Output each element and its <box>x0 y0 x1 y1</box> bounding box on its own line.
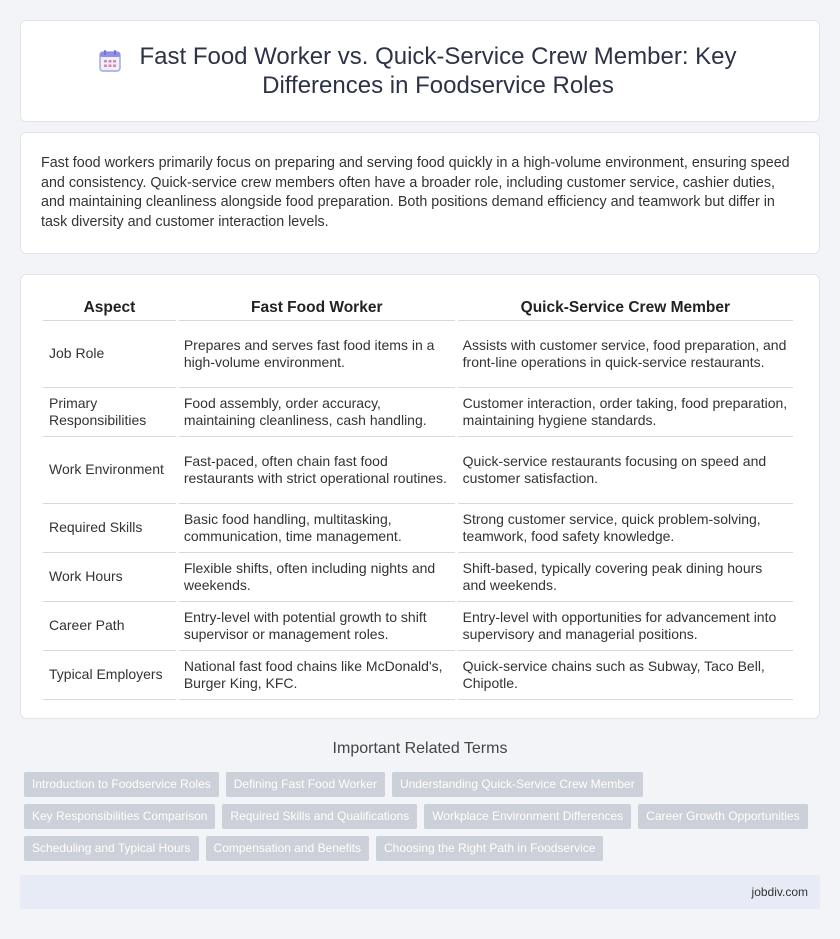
related-tag[interactable]: Career Growth Opportunities <box>638 804 807 829</box>
table-row <box>43 553 793 602</box>
related-tag[interactable]: Key Responsibilities Comparison <box>24 804 215 829</box>
related-tag[interactable]: Defining Fast Food Worker <box>226 772 385 797</box>
related-tag[interactable]: Introduction to Foodservice Roles <box>24 772 219 797</box>
related-tag[interactable]: Choosing the Right Path in Foodservice <box>376 836 603 861</box>
related-tag[interactable]: Scheduling and Typical Hours <box>24 836 199 861</box>
table-row <box>43 651 793 700</box>
aspect-cell: Career Path <box>43 602 176 651</box>
page-title: Fast Food Worker vs. Quick-Service Crew Member: Key Differences in Foodservice Roles <box>139 43 737 99</box>
related-tag[interactable]: Workplace Environment Differences <box>424 804 631 829</box>
related-terms-title: Important Related Terms <box>332 740 508 757</box>
header-quick-service-crew: Quick-Service Crew Member <box>458 295 793 321</box>
table-row <box>43 388 793 437</box>
fast-food-cell: National fast food chains like McDonald's, Burger King, KFC. <box>179 651 455 700</box>
header-fast-food-worker: Fast Food Worker <box>179 295 455 321</box>
quick-service-cell: Quick-service restaurants focusing on speed and customer satisfaction. <box>458 437 793 504</box>
fast-food-cell: Flexible shifts, often including nights and weekends. <box>179 553 455 602</box>
fast-food-cell: Fast-paced, often chain fast food restaurants with strict operational routines. <box>179 437 455 504</box>
table-row <box>43 504 793 553</box>
comparison-table <box>40 295 796 700</box>
intro-paragraph: Fast food workers primarily focus on preparing and serving food quickly in a high-volume environment, ensuring speed and consistency. Quick-service crew members often have a broader role, including customer service, cashier duties, and maintaining cleanliness alongside food preparation. Both positions demand efficiency and teamwork but differ in task diversity and customer interaction levels. <box>41 155 790 230</box>
fast-food-cell: Basic food handling, multitasking, communication, time management. <box>179 504 455 553</box>
aspect-cell: Primary Responsibilities <box>43 388 176 437</box>
fast-food-cell: Food assembly, order accuracy, maintaining cleanliness, cash handling. <box>179 388 455 437</box>
quick-service-cell: Entry-level with opportunities for advancement into supervisory and managerial positions. <box>458 602 793 651</box>
related-terms-tags <box>24 772 824 868</box>
comparison-card <box>20 274 820 719</box>
table-row <box>43 437 793 504</box>
related-tag[interactable]: Required Skills and Qualifications <box>222 804 417 829</box>
quick-service-cell: Quick-service chains such as Subway, Taco Bell, Chipotle. <box>458 651 793 700</box>
title-card <box>20 20 820 122</box>
quick-service-cell: Assists with customer service, food preparation, and front-line operations in quick-service restaurants. <box>458 321 793 388</box>
intro-card <box>20 132 820 254</box>
footer <box>20 875 820 909</box>
fast-food-cell: Prepares and serves fast food items in a high-volume environment. <box>179 321 455 388</box>
quick-service-cell: Strong customer service, quick problem-solving, teamwork, food safety knowledge. <box>458 504 793 553</box>
tag-row <box>24 772 824 797</box>
related-tag[interactable]: Understanding Quick-Service Crew Member <box>392 772 643 797</box>
table-row <box>43 321 793 388</box>
header-aspect: Aspect <box>43 295 176 321</box>
footer-site-link[interactable]: jobdiv.com <box>751 885 808 899</box>
tag-row <box>24 836 824 861</box>
table-header-row <box>43 295 793 321</box>
aspect-cell: Typical Employers <box>43 651 176 700</box>
aspect-cell: Job Role <box>43 321 176 388</box>
tag-row <box>24 804 824 829</box>
related-tag[interactable]: Compensation and Benefits <box>206 836 369 861</box>
aspect-cell: Required Skills <box>43 504 176 553</box>
fast-food-cell: Entry-level with potential growth to shift supervisor or management roles. <box>179 602 455 651</box>
title-wrap <box>97 42 743 100</box>
quick-service-cell: Shift-based, typically covering peak dining hours and weekends. <box>458 553 793 602</box>
aspect-cell: Work Hours <box>43 553 176 602</box>
quick-service-cell: Customer interaction, order taking, food preparation, maintaining hygiene standards. <box>458 388 793 437</box>
table-row <box>43 602 793 651</box>
calendar-icon <box>97 48 123 74</box>
aspect-cell: Work Environment <box>43 437 176 504</box>
